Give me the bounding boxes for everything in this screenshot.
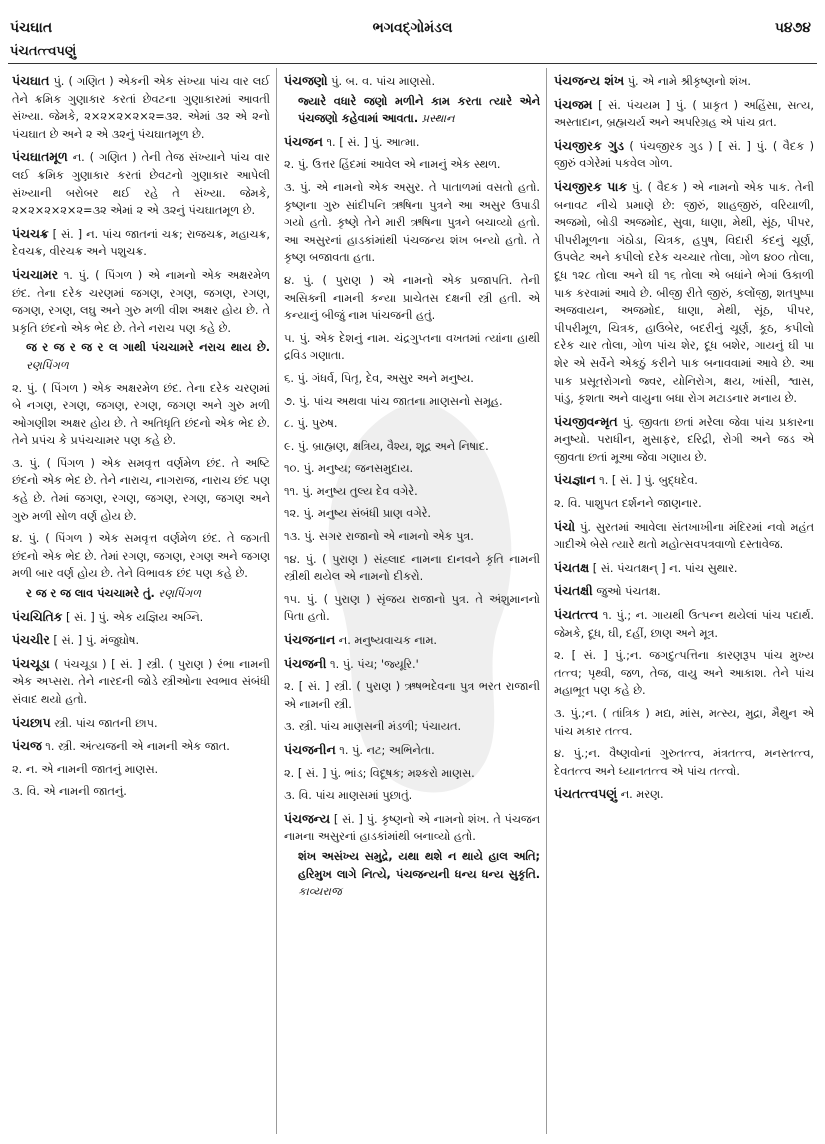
dictionary-entry: [284, 631, 540, 650]
definition-text: ૧૦. પું. મનુષ્ય; જનસમુદાય.: [284, 462, 414, 476]
dictionary-sense: [284, 415, 540, 433]
dictionary-entry: [12, 714, 270, 733]
definition-text: ન. મરણ.: [620, 788, 664, 802]
dictionary-entry: [554, 518, 814, 554]
definition-text: [ સં. પંચતક્ષન્ ] ન. પાંચ સુથાર.: [592, 561, 738, 575]
quotation-text: શંખ અસંખ્ય સમુદ્રે, યથા થશે ન થાયે હાલ અતિ; હરિમુખ લાગે નિત્યે, પંચજન્યની ધન્ય ધન્ય સુકૃતિ.: [298, 849, 540, 881]
dictionary-sense: [284, 787, 540, 805]
dictionary-entry: [554, 471, 814, 490]
headword: પંચજમ: [554, 96, 593, 112]
header-left-guideword: પંચઘાત: [10, 20, 53, 36]
definition-text: ૧૪. પું. ( પુરાણ ) સંહ્લાદ નામના દાનવને કૃતિ નામની સ્ત્રીથી થયેલ એ નામનો દીકરો.: [284, 552, 540, 584]
dictionary-sense: [284, 718, 540, 736]
dictionary-sense: [284, 156, 540, 174]
dictionary-sense: [12, 455, 270, 525]
headword: પંચચીર: [12, 632, 50, 648]
quotation-source: રણપિંગળ: [26, 358, 69, 372]
definition-text: જુઓ પંચતક્ષ.: [596, 585, 661, 599]
dictionary-sense: [284, 591, 540, 626]
dictionary-sense: [554, 495, 814, 513]
definition-text: ૯. પું. બ્રાહ્મણ, ક્ષત્રિય, વૈશ્ય, શૂદ્ર અને નિષાદ.: [284, 439, 489, 453]
headword: પંચજીવન્મૃત: [554, 413, 618, 429]
header-rule: [8, 63, 817, 64]
dictionary-entry: [12, 631, 270, 650]
definition-text: ૨. વિ. પાશુપત દર્શનને જાણનાર.: [554, 497, 702, 511]
dictionary-sense: [284, 551, 540, 586]
definition-text: ( પંચજીરક ગુડ ) [ સં. ] પું. ( વૈદક ) જીરું વગેરેમાં પકવેલ ગોળ.: [554, 139, 814, 171]
column-3: [554, 72, 814, 1132]
quotation: [284, 848, 540, 901]
definition-text: પું. સુરતમાં આવેલા સંતખાખીના મંદિરમાં નવો મહંત ગાદીએ બેસે ત્યારે થતો મહોત્સવપત્રવાળો દસ્તાવેજ.: [554, 520, 814, 552]
dictionary-sense: [284, 483, 540, 501]
headword: પંચજની: [284, 655, 327, 671]
quotation: [284, 93, 540, 128]
dictionary-sense: [284, 765, 540, 783]
dictionary-entry: [12, 148, 270, 219]
headword: પંચજીરક ગુડ: [554, 137, 624, 153]
column-divider: [276, 68, 277, 1134]
dictionary-sense: [554, 705, 814, 740]
definition-text: ૧. [ સં. ] પું. બુદ્ધદેવ.: [599, 474, 698, 488]
definition-text: [ સં. ] પું. મંજુઘોષ.: [53, 634, 140, 648]
quotation-text: ર જ ર જ લાવ પંચચામરે તું.: [26, 587, 155, 601]
dictionary-entry: [284, 810, 540, 901]
quotation: [12, 585, 270, 603]
definition-text: પું. બ. વ. પાંચ માણસો.: [331, 75, 436, 88]
definition-text: ૧૨. પું. મનુષ્ય સંબંધી પ્રાણ વગેરે.: [284, 507, 432, 521]
dictionary-sense: [284, 393, 540, 411]
dictionary-entry: [284, 133, 540, 152]
headword: પંચજનાન: [284, 632, 336, 648]
headword: પંચજ: [12, 738, 42, 754]
page-number: પ૪૭૪: [774, 20, 811, 36]
dictionary-sense: [284, 438, 540, 456]
definition-text: ૧૩. પું. સગર રાજાનો એ નામનો એક પુત્ર.: [284, 530, 474, 544]
dictionary-sense: [284, 330, 540, 365]
definition-text: ૩. વિ. પાંચ માણસમાં પુછાતું.: [284, 789, 413, 803]
headword: પંચતક્ષી: [554, 583, 593, 599]
dictionary-entry: [554, 413, 814, 467]
headword: પંચચામર: [12, 266, 59, 282]
headword: પંચજણો: [284, 73, 328, 88]
definition-text: ૪. પું.;ન. વૈષ્ણવોનાં ગુરુતત્ત્વ, મંત્રતત્ત્વ, મનસ્તત્ત્વ, દેવતત્ત્વ અને ધ્યાનતત્ત્વ એ પાંચ તત્ત્વો.: [554, 747, 814, 778]
quotation-text: જ ર જ ર જ ર લ ગાથી પંચચામરે નરાચ થાય છે.: [26, 341, 270, 355]
dictionary-entry: [12, 266, 270, 375]
definition-text: ૬. પું. ગંધર્વ, પિતૃ, દેવ, અસુર અને મનુષ્ય.: [284, 371, 474, 385]
definition-text: ( પંચચૂડા ) [ સં. ] સ્ત્રી. ( પુરાણ ) રંભા નામની એક અપ્સરા. તેને નારદની જોડે સ્ત્રીઓના સ્વભાવ સંબંધી સંવાદ થયો હતો.: [12, 657, 270, 706]
dictionary-entry: [554, 137, 814, 173]
dictionary-entry: [554, 606, 814, 642]
definition-text: ૨. ન. એ નામની જાતનું માણસ.: [12, 762, 159, 776]
headword: પંચચક્ર: [12, 225, 49, 241]
column-1: [12, 72, 270, 1132]
definition-text: ૪. પું. ( પુરાણ ) એ નામનો એક પ્રજાપતિ. તેની અસિક્ની નામની કન્યા પ્રાચેતસ દક્ષની સ્ત્રી હતી. એ કન્યાનું બીજું નામ પાંચજની હતું.: [284, 273, 540, 323]
headword: પંચતક્ષ: [554, 559, 590, 575]
definition-text: ૨. પું. ઉત્તર હિંદમાં આવેલ એ નામનું એક સ્થળ.: [284, 158, 501, 172]
headword: પંચજીરક પાક: [554, 178, 628, 194]
dictionary-sense: [284, 678, 540, 713]
quotation-text: જ્યારે વધારે જણો મળીને કામ કરતા ત્યારે એને પંચજણો કહેવામાં આવતા.: [298, 94, 540, 126]
dictionary-sense: [12, 380, 270, 450]
headword: પંચતત્ત્વપણું: [554, 786, 618, 802]
definition-text: ૭. પું. પાંચ અથવા પાંચ જાતના માણસનો સમૂહ.: [284, 394, 503, 408]
header-title: ભગવદ્ગોમંડલ: [372, 20, 453, 36]
headword: પંચઘાતમૂળ: [12, 149, 68, 165]
definition-text: [ સં. ] પું. કૃષ્ણનો એ નામનો શંખ. તે પંચજન નામના અસુરનાં હાડકાંમાંથી બનાવ્યો હતો.: [284, 812, 540, 844]
header-right-guideword: પંચતત્ત્વપણું: [10, 44, 77, 59]
dictionary-sense: [12, 761, 270, 779]
definition-text: ૨. [ સં. ] પું.;ન. જગદુત્પત્તિના કારણરૂપ પાંચ મુખ્ય તત્ત્વ; પૃથ્વી, જળ, તેજ, વાયુ અને આકાશ. તેને પાંચ મહાભૂત પણ કહે છે.: [554, 649, 814, 698]
dictionary-entry: [554, 178, 814, 408]
definition-text: ૩. પું. ( પિંગળ ) એક સમવૃત્ત વર્ણમેળ છંદ. તે અષ્ટિ છંદનો એક ભેદ છે. તેને નારાચ, નાગરાજ, નારાચ છંદ પણ કહે છે. તેમાં જગણ, રગણ, જગણ, રગણ, જગણ અને ગુરુ મળી સોળ વર્ણ હોય છે.: [12, 456, 270, 523]
dictionary-sense: [284, 460, 540, 478]
definition-text: ૧. પું. ( પિંગળ ) એ નામનો એક અક્ષરમેળ છંદ. તેના દરેક ચરણમાં જગણ, રગણ, જગણ, રગણ, જગણ, રગણ, લઘુ અને ગુરુ મળી વીશ અક્ષર હોય છે. તે પ્રકૃતિ છંદનો એક ભેદ છે. તેને નરાચ પણ કહે છે.: [12, 268, 270, 335]
dictionary-sense: [284, 370, 540, 388]
dictionary-sense: [12, 530, 270, 602]
definition-text: ૩. પું. એ નામનો એક અસુર. તે પાતાળમાં વસતો હતો. કૃષ્ણના ગુરુ સાંદીપનિ ઋષિના પુત્રને આ અસુર ઉપાડી ગયો હતો. કૃષ્ણે તેને મારી ઋષિના પુત્રને બચાવ્યો હતો. આ અસુરનાં હાડકાંમાંથી પંચજન્ય શંખ બન્યો હતો. તે કૃષ્ણ બજાવતા હતા.: [284, 180, 540, 265]
headword: પંચચૂડા: [12, 655, 50, 671]
dictionary-entry: [284, 72, 540, 128]
dictionary-sense: [284, 528, 540, 546]
definition-text: ૧૫. પું. ( પુરાણ ) સૃંજય રાજાનો પુત્ર. તે અંશુમાનનો પિતા હતો.: [284, 592, 540, 624]
definition-text: [ સં. ] ન. પાંચ જાતનાં ચક્ર; રાજચક્ર, મહાચક્ર, દેવચક્ર, વીરચક્ર અને પશુચક્ર.: [12, 227, 270, 259]
dictionary-sense: [284, 272, 540, 325]
definition-text: ૧૧. પું. મનુષ્ય તુલ્ય દેવ વગેરે.: [284, 484, 418, 498]
quotation-source: પ્રસ્થાન: [421, 112, 455, 126]
headword: પંચતત્ત્વ: [554, 607, 599, 623]
quotation-source: કાવ્યરાજ: [298, 885, 342, 899]
definition-text: ૧. પું. પંચ; 'જ્યૂરિ.': [330, 657, 419, 671]
dictionary-entry: [554, 582, 814, 601]
headword: પંચો: [554, 518, 576, 534]
definition-text: ૩. સ્ત્રી. પાંચ માણસની મંડળી; પંચાયત.: [284, 720, 462, 734]
headword: પંચજ્ઞાન: [554, 472, 596, 488]
headword: પંચજનીન: [284, 742, 336, 757]
dictionary-entry: [284, 655, 540, 674]
quotation: [12, 339, 270, 374]
definition-text: ૨. [ સં. ] સ્ત્રી. ( પુરાણ ) ઋષભદેવના પુત્ર ભરત રાજાની એ નામની સ્ત્રી.: [284, 680, 540, 711]
definition-text: [ સં. ] પું. એક યજ્ઞિય અગ્નિ.: [66, 610, 204, 624]
definition-text: ૩. પું.;ન. ( તાંત્રિક ) મદ્ય, માંસ, મત્સ્ય, મુદ્રા, મૈથુન એ પાંચ મકાર તત્ત્વ.: [554, 707, 814, 738]
definition-text: સ્ત્રી. પાંચ જાતની છાપ.: [54, 716, 158, 730]
definition-text: ન. ( ગણિત ) તેની તેજ સંખ્યાને પાંચ વાર લઈ ક્રમિક ગુણાકાર કરતાં છેવટનો ગુણાકાર આપેલી સંખ્યાની બરોબર થઈ રહે તે સંખ્યા. જેમકે, ૨×૨×૨×૨×૨=૩૨ એમાં ૨ એ ૩૨નું પંચઘાતમૂળ છે.: [12, 151, 270, 218]
headword: પંચજન્ય શંખ: [554, 73, 625, 88]
dictionary-entry: [12, 655, 270, 709]
headword: પંચછાપ: [12, 714, 51, 730]
definition-text: ન. મનુષ્યવાચક નામ.: [338, 634, 438, 648]
dictionary-entry: [554, 96, 814, 132]
definition-text: ૧. પું.; ન. ગાયથી ઉત્પન્ન થયેલાં પાંચ પદાર્થ. જેમકે, દૂધ, ઘી, દહીં, છાણ અને મૂત્ર.: [554, 609, 814, 640]
dictionary-sense: [554, 745, 814, 780]
definition-text: પું. ( ગણિત ) એકની એક સંખ્યા પાંચ વાર લઈ તેને ક્રમિક ગુણાકાર કરતાં છેવટના ગુણાકારમાં આવતી સંખ્યા. જેમકે, ૨×૨×૨×૨×૨=૩૨. એમાં ૩૨ એ ૨નો પંચઘાત છે અને ૨ એ ૩૨નું પંચઘાતમૂળ છે.: [12, 75, 270, 141]
dictionary-entry: [12, 737, 270, 756]
definition-text: ૪. પું. ( પિંગળ ) એક સમવૃત્ત વર્ણમેળ છંદ. તે જગતી છંદનો એક ભેદ છે. તેમાં રગણ, જગણ, રગણ અને જગણ મળી બાર વર્ણ હોય છે. તેને વિભાવક છંદ પણ કહે છે.: [12, 532, 270, 581]
column-2: [284, 72, 540, 1132]
dictionary-entry: [12, 608, 270, 627]
definition-text: ૩. વિ. એ નામની જાતનું.: [12, 785, 127, 799]
dictionary-sense: [284, 179, 540, 267]
dictionary-sense: [554, 647, 814, 700]
headword: પંચચિતિક: [12, 608, 63, 624]
definition-text: પું. ( વૈદક ) એ નામનો એક પાક. તેની બનાવટ નીચે પ્રમાણે છે: જીરું, શાહજીરું, વરિયાળી, અજમો, બોડી અજમોદ, સુવા, ધાણા, મેથી, સૂંઠ, પીપર, પીપરીમૂળના ગંઠોડા, ચિત્રક, હપુષ, વિદારી કંદનું ચૂર્ણ, ઉપલેટ અને કપીલો દરેક ચચ્ચાર તોલા, ગોળ ૪૦૦ તોલા, દૂધ ૧૨૮ તોલા અને ઘી ૧૬ તોલા એ બધાંને ભેગાં ઉકાળી પાક કરવામાં આવે છે. બીજી રીતે જીરું, કલોંજી, શતપુષ્પા અજવાયન, અજમોદ, ધાણા, મેથી, સૂંઠ, પીપર, પીપરીમૂળ, ચિત્રક, હાઉબેર, બદરીનું ચૂર્ણ, કૂઠ, કપીલો દરેક ચાર તોલા, ગોળ પાંચ શેર, દૂધ બશેર, ગાયનું ઘી પા શેર એ સર્વેને એકઠું કરીને પાક બનાવવામાં આવે છે. આ પાક પ્રસૂતરોગનો જ્વર, યોનિરોગ, ક્ષય, ખાંસી, શ્વાસ, પાંડુ, કૃશતા અને વાયુના બધા રોગ મટાડનાર મનાય છે.: [554, 180, 814, 406]
definition-text: પું. જીવતા છતાં મરેલા જેવા પાંચ પ્રકારના મનુષ્યો. પરાધીન, મુસાફર, દરિદ્રી, રોગી અને જડ એ જીવતા છતાં મૂઆ જેવા ગણાય છે.: [554, 415, 814, 464]
quotation-source: રણપિંગળ: [158, 587, 202, 601]
definition-text: ૫. પું. એક દેશનું નામ. ચંદ્રગુપ્તના વખતમાં ત્યાંના હાથી દ્રવિડ ગણાતા.: [284, 331, 540, 363]
definition-text: [ સં. પંચયમ ] પું. ( પ્રાકૃત ) અહિંસા, સત્ય, અસ્તાદાન, બ્રહ્મચર્ય અને અપરિગ્રહ એ પાંચ વ્રત.: [554, 98, 814, 130]
page-header: [10, 20, 815, 40]
definition-text: ૧. [ સં. ] પું. આત્મા.: [326, 135, 420, 149]
dictionary-entry: [554, 559, 814, 578]
definition-text: ૨. [ સં. ] પું. ભાંડ; વિદૂષક; મશ્કરો માણસ.: [284, 766, 475, 780]
definition-text: ૨. પું. ( પિંગળ ) એક અક્ષરમેળ છંદ. તેના દરેક ચરણમાં બે નગણ, રગણ, જગણ, રગણ, જગણ અને ગુરુ મળી ઓગણીશ અક્ષર હોય છે. તે અતિધૃતિ છંદનો એક ભેદ છે. તેને પ્રપંચ કે પ્રપંચચામર પણ કહે છે.: [12, 381, 270, 448]
headword: પંચઘાત: [12, 73, 50, 88]
dictionary-sense: [284, 505, 540, 523]
definition-text: પું. એ નામે શ્રીકૃષ્ણનો શંખ.: [627, 75, 751, 88]
dictionary-entry: [284, 741, 540, 760]
definition-text: ૮. પું. પુરુષ.: [284, 417, 338, 431]
column-divider: [546, 68, 547, 1134]
dictionary-entry: [554, 785, 814, 804]
dictionary-entry: [12, 225, 270, 261]
definition-text: ૧. સ્ત્રી. અંત્યજની એ નામની એક જાત.: [45, 740, 230, 754]
dictionary-sense: [12, 783, 270, 801]
headword: પંચજન: [284, 133, 323, 149]
definition-text: ૧. પું. નટ; અભિનેતા.: [339, 744, 435, 757]
dictionary-entry: [554, 72, 814, 91]
headword: પંચજન્ય: [284, 810, 331, 826]
dictionary-entry: [12, 72, 270, 143]
